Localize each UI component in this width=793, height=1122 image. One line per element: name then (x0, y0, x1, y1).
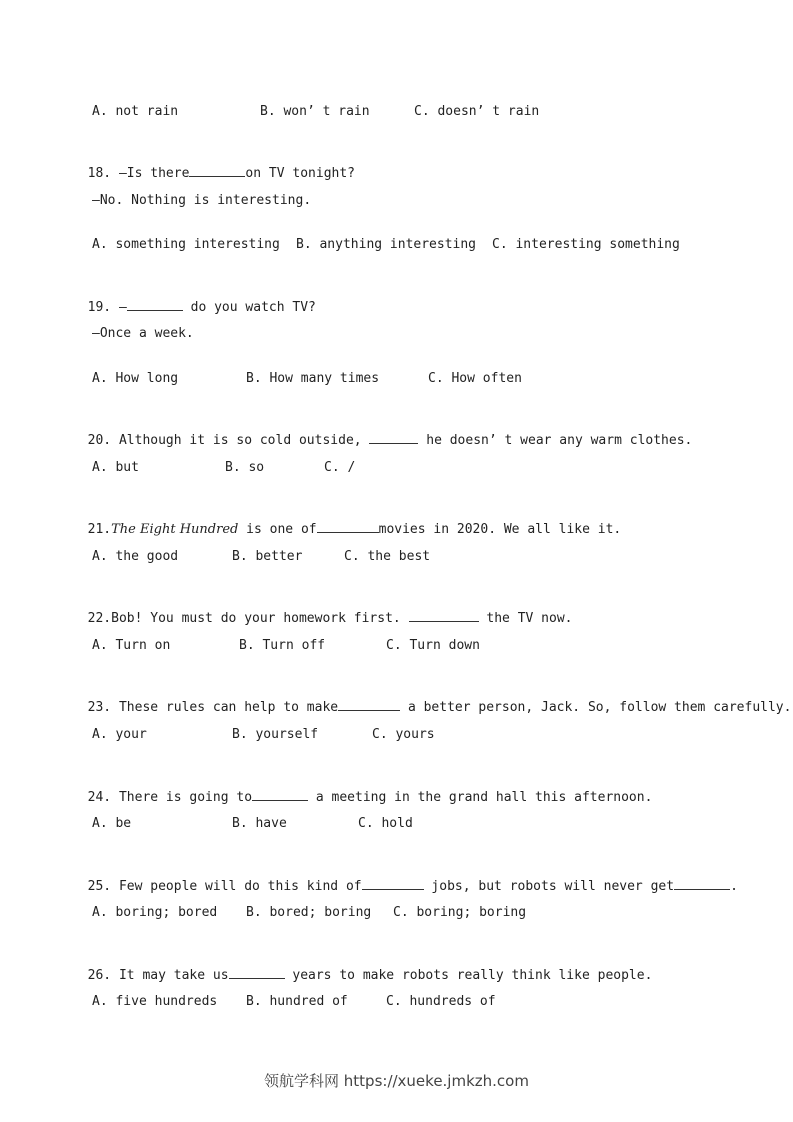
q26-stem (72, 950, 652, 984)
q23-option-b: B. yourself (232, 727, 319, 742)
q20-option-b: B. so (225, 460, 265, 475)
stem-text: on TV tonight? (245, 166, 355, 181)
q21-option-b: B. better (232, 549, 303, 564)
q24-option-c: C. hold (358, 816, 413, 831)
q18-option-a: A. something interesting (92, 237, 280, 252)
question-number: 24. (87, 790, 112, 805)
answer-blank (252, 788, 308, 801)
stem-text: years to make robots really think like people. (284, 968, 653, 983)
stem-text: . (730, 879, 738, 894)
q24-option-b: B. have (232, 816, 287, 831)
question-number: 22. (87, 611, 112, 626)
question-number: 21. (87, 522, 112, 537)
stem-text: the TV now. (478, 611, 573, 626)
q20-option-a: A. but (92, 460, 139, 475)
question-number: 19. (87, 300, 112, 315)
answer-blank (409, 609, 479, 622)
stem-text: These rules can help to make (118, 700, 339, 715)
stem-text: is one of (238, 522, 317, 537)
q19-option-a: A. How long (92, 371, 179, 386)
q26-option-b: B. hundred of (246, 994, 348, 1009)
q19-option-b: B. How many times (246, 371, 380, 386)
movie-title: The Eight Hundred (111, 522, 239, 537)
stem-text: jobs, but robots will never get (423, 879, 675, 894)
q25-option-b: B. bored; boring (246, 905, 372, 920)
q19-stem (72, 282, 316, 316)
q22-option-a: A. Turn on (92, 638, 171, 653)
question-number: 20. (87, 433, 112, 448)
q18-option-b: B. anything interesting (296, 237, 477, 252)
q18-stem (72, 148, 355, 182)
q17-option-b: B. won’ t rain (260, 104, 370, 119)
question-number: 26. (87, 968, 112, 983)
q17-option-a: A. not rain (92, 104, 179, 119)
q25-option-a: A. boring; bored (92, 905, 218, 920)
question-number: 23. (87, 700, 112, 715)
q22-stem (72, 593, 572, 627)
stem-text: There is going to (118, 790, 253, 805)
stem-text: a meeting in the grand hall this afternoon. (308, 790, 653, 805)
q20-stem (72, 415, 692, 449)
q26-options (92, 994, 592, 1058)
answer-blank (229, 966, 285, 979)
q21-option-a: A. the good (92, 549, 179, 564)
stem-text: — (118, 300, 127, 315)
q26-option-c: C. hundreds of (386, 994, 496, 1009)
q19-option-c: C. How often (428, 371, 522, 386)
stem-text: —Is there (118, 166, 190, 181)
q21-stem (72, 504, 621, 538)
stem-text: Although it is so cold outside, (118, 433, 370, 448)
q21-option-c: C. the best (344, 549, 431, 564)
q23-option-a: A. your (92, 727, 147, 742)
q26-option-a: A. five hundreds (92, 994, 218, 1009)
q18-reply: —No. Nothing is interesting. (92, 193, 312, 208)
answer-blank (369, 431, 418, 444)
q24-stem (72, 772, 652, 806)
q25-option-c: C. boring; boring (393, 905, 527, 920)
stem-text: do you watch TV? (182, 300, 316, 315)
answer-blank (362, 877, 424, 890)
answer-blank (189, 164, 245, 177)
answer-blank (674, 877, 730, 890)
question-number: 25. (87, 879, 112, 894)
stem-text: a better person, Jack. So, follow them carefully. (400, 700, 792, 715)
q23-option-c: C. yours (372, 727, 435, 742)
q22-option-b: B. Turn off (239, 638, 326, 653)
q24-option-a: A. be (92, 816, 132, 831)
stem-text: he doesn’ t wear any warm clothes. (418, 433, 693, 448)
stem-text: It may take us (118, 968, 229, 983)
answer-blank (317, 520, 379, 533)
stem-text: movies in 2020. We all like it. (378, 522, 622, 537)
question-number: 18. (87, 166, 112, 181)
q23-stem (72, 682, 791, 716)
q20-option-c: C. / (324, 460, 356, 475)
answer-blank (127, 298, 183, 311)
stem-text: Few people will do this kind of (118, 879, 362, 894)
answer-blank (338, 698, 400, 711)
page-footer: 领航学科网 https://xueke.jmkzh.com (264, 1072, 529, 1090)
q17-option-c: C. doesn’ t rain (414, 104, 540, 119)
q19-reply: —Once a week. (92, 326, 194, 341)
q18-option-c: C. interesting something (492, 237, 680, 252)
q25-stem (72, 861, 738, 895)
q22-option-c: C. Turn down (386, 638, 480, 653)
stem-text: Bob! You must do your homework first. (111, 611, 409, 626)
